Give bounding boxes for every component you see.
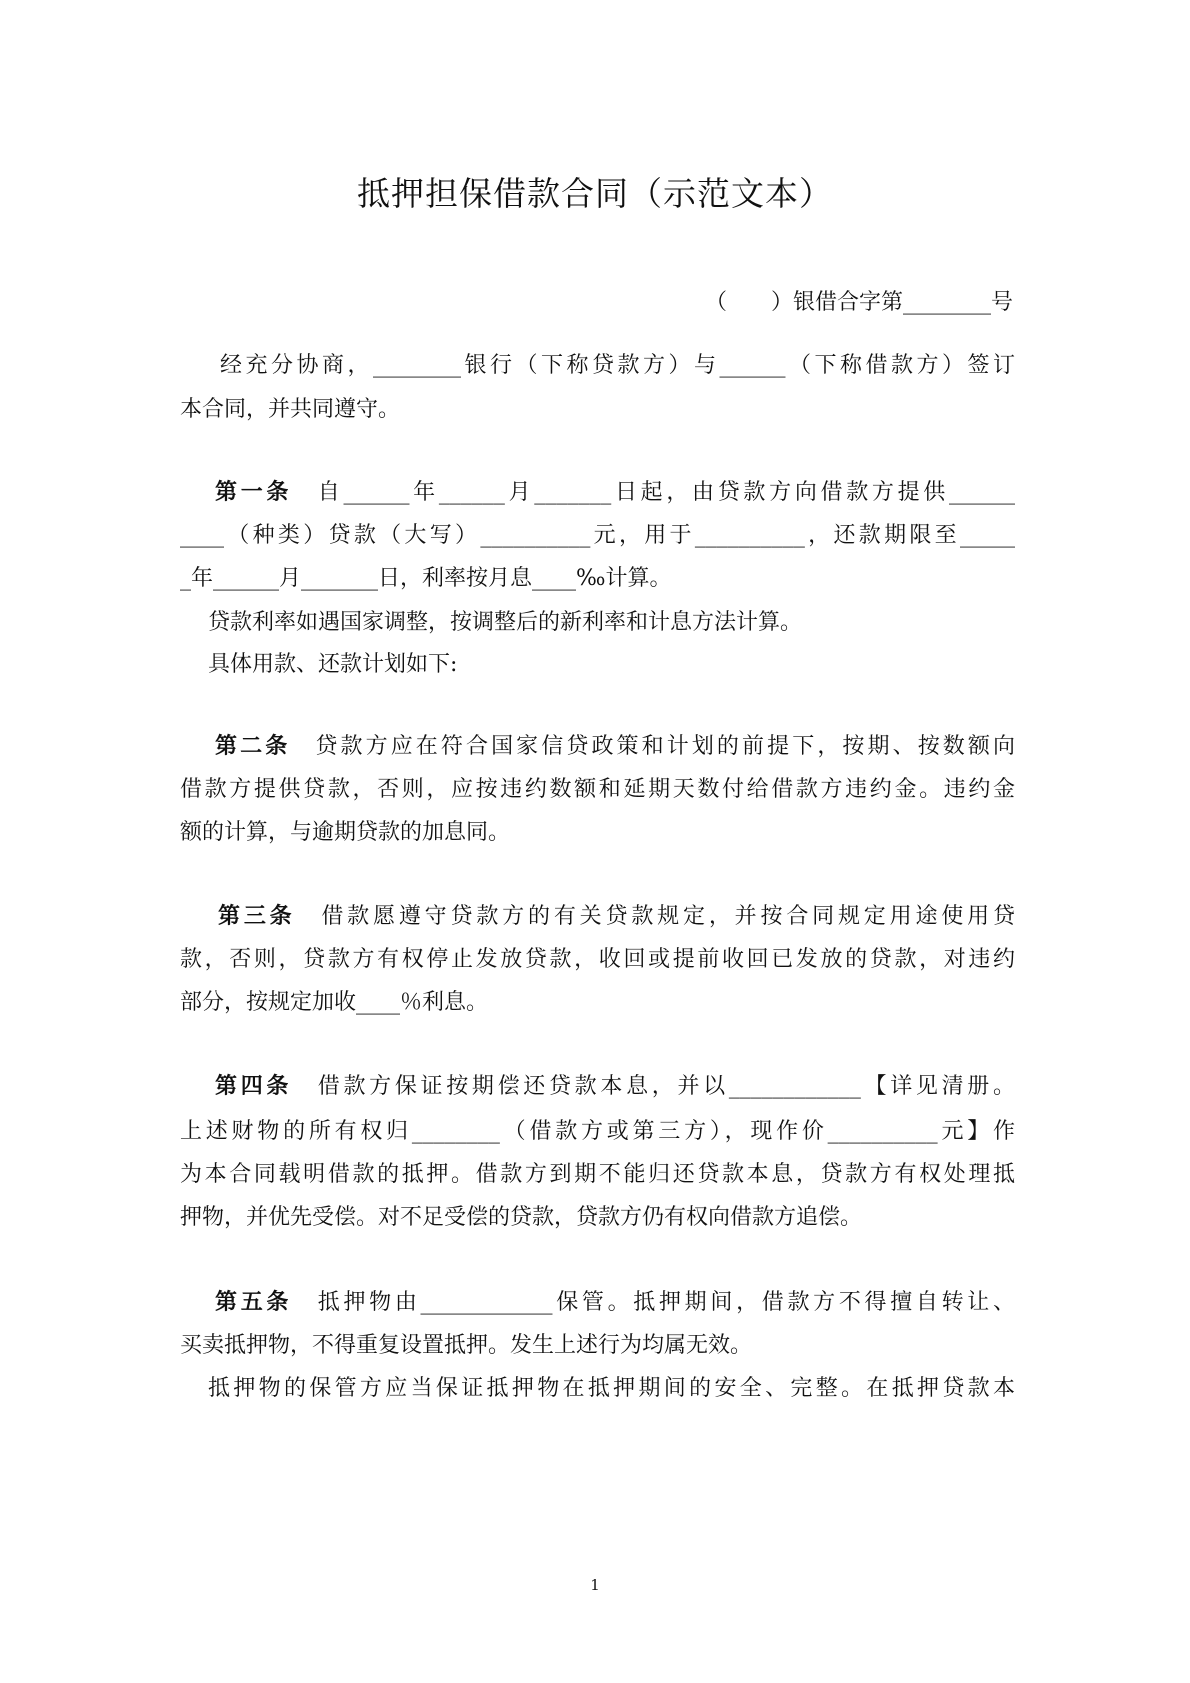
article-2-line-2: 借款方提供贷款，否则，应按违约数额和延期天数付给借款方违约金。违约金	[180, 777, 1015, 802]
article-4-line-4: 押物，并优先受偿。对不足受偿的贷款，贷款方仍有权向借款方追偿。	[180, 1205, 863, 1230]
article-1-text-1: 自______年______月_______日起，由贷款方向借款方提供______	[317, 480, 1015, 505]
article-1-heading: 第一条	[215, 480, 293, 505]
article-1-line-2: ____（种类）贷款（大写）__________元，用于__________，还款期限至_____	[180, 523, 1015, 548]
article-5-line-2: 买卖抵押物，不得重复设置抵押。发生上述行为均属无效。	[180, 1333, 753, 1358]
preamble-line-1: 经充分协商，________银行（下称贷款方）与______（下称借款方）签订	[220, 353, 1015, 378]
article-5-line-3: 抵押物的保管方应当保证抵押物在抵押期间的安全、完整。在抵押贷款本	[208, 1376, 1015, 1401]
article-5-line-1	[215, 1287, 1015, 1319]
article-4-line-3: 为本合同载明借款的抵押。借款方到期不能归还贷款本息，贷款方有权处理抵	[180, 1162, 1015, 1187]
contract-number: （ ）银借合字第________号	[704, 290, 1013, 315]
article-5-text-1: 抵押物由____________保管。抵押期间，借款方不得擅自转让、	[317, 1290, 1015, 1315]
preamble-line-2: 本合同，并共同遵守。	[180, 397, 401, 422]
article-3-line-1	[218, 901, 1015, 933]
article-3-heading: 第三条	[218, 904, 296, 929]
article-2-heading: 第二条	[215, 734, 291, 759]
document-title: 抵押担保借款合同（示范文本）	[357, 174, 833, 213]
article-4-text-1: 借款方保证按期偿还贷款本息，并以____________【详见清册。	[317, 1074, 1015, 1099]
article-2-text-1: 贷款方应在符合国家信贷政策和计划的前提下，按期、按数额向	[315, 734, 1015, 759]
article-1-line-3: _年______月_______日，利率按月息____‰计算。	[180, 566, 672, 591]
article-5-heading: 第五条	[215, 1290, 293, 1315]
article-4-heading: 第四条	[215, 1074, 293, 1099]
article-1-line-1	[215, 477, 1015, 509]
article-3-line-2: 款，否则，贷款方有权停止发放贷款，收回或提前收回已发放的贷款，对违约	[180, 947, 1015, 972]
page-number: 1	[590, 1576, 600, 1594]
article-3-text-1: 借款愿遵守贷款方的有关贷款规定，并按合同规定用途使用贷	[321, 904, 1015, 929]
article-2-line-3: 额的计算，与逾期贷款的加息同。	[180, 820, 511, 845]
article-4-line-2: 上述财物的所有权归________（借款方或第三方），现作价__________元】作	[180, 1119, 1015, 1144]
article-1-paragraph-2: 贷款利率如遇国家调整，按调整后的新利率和计息方法计算。	[208, 610, 803, 635]
article-3-line-3: 部分，按规定加收____％利息。	[180, 990, 489, 1015]
article-2-line-1	[215, 731, 1015, 763]
article-4-line-1	[215, 1071, 1015, 1103]
article-1-paragraph-3: 具体用款、还款计划如下:	[208, 652, 458, 677]
